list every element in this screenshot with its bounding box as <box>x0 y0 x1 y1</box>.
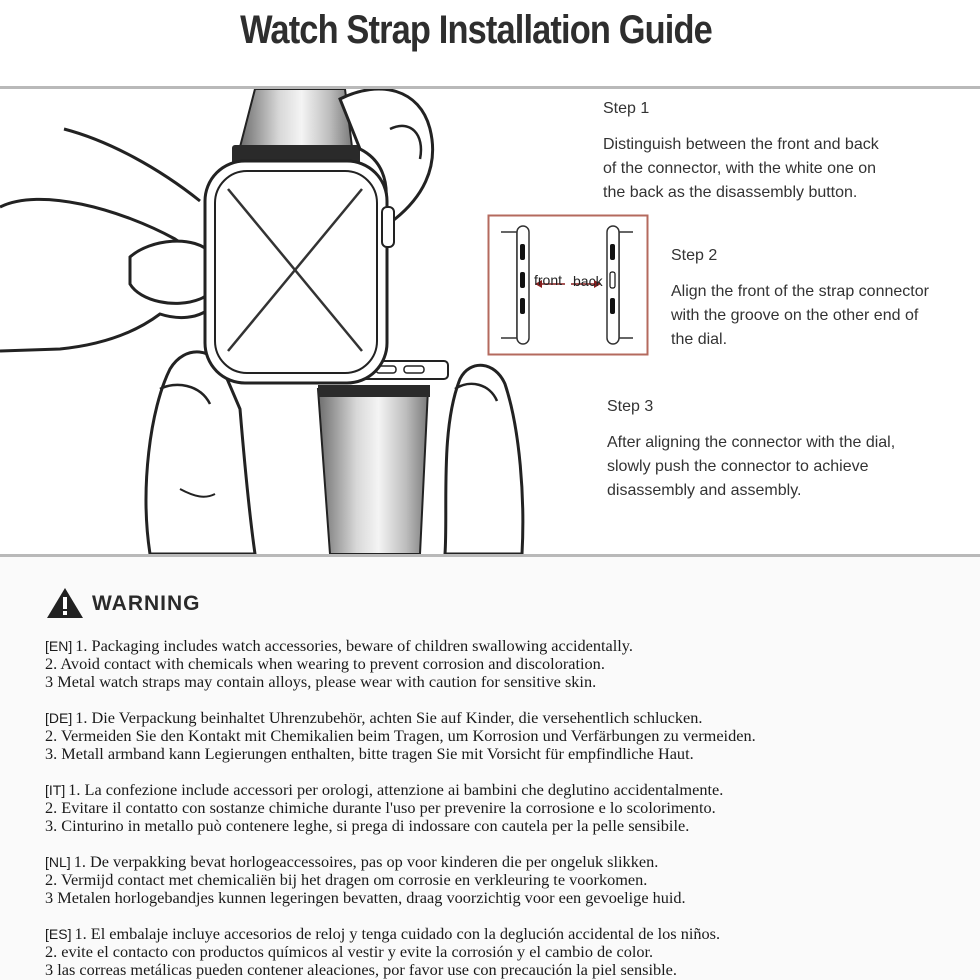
warning-line <box>45 853 686 871</box>
warning-block-it <box>45 781 723 835</box>
warning-text: 1. Die Verpackung beinhaltet Uhrenzubehör, achten Sie auf Kinder, die versehentlich schlucken. <box>75 708 703 727</box>
language-tag: [EN] <box>45 638 73 654</box>
warning-line: 2. Avoid contact with chemicals when wearing to prevent corrosion and discoloration. <box>45 654 605 673</box>
step-3-text <box>607 431 895 503</box>
warning-line: 3. Metall armband kann Legierungen enthalten, bitte tragen Sie mit Vorsicht für empfindliche Haut. <box>45 744 694 763</box>
step-2-line: the dial. <box>671 331 728 348</box>
warning-line: 3. Cinturino in metallo può contenere leghe, si prega di indossare con cautela per la pelle sensibile. <box>45 816 690 835</box>
step-1-line: the back as the disassembly button. <box>603 184 858 201</box>
front-label: front <box>534 272 563 288</box>
step-2-title: Step 2 <box>671 247 718 264</box>
step-3-line: disassembly and assembly. <box>607 482 802 499</box>
warning-line: 2. Evitare il contatto con sostanze chimiche durante l'uso per prevenire la corrosione e lo scolorimento. <box>45 798 716 817</box>
warning-line: 2. Vermijd contact met chemicaliën bij het dragen om corrosie en verkleuring te voorkomen. <box>45 870 648 889</box>
warning-section <box>0 557 980 980</box>
warning-label: WARNING <box>92 592 201 615</box>
connector-diagram <box>487 214 649 356</box>
warning-triangle-icon <box>46 586 84 620</box>
warning-line <box>45 637 633 655</box>
step-2-line: Align the front of the strap connector <box>671 283 929 300</box>
warning-text: 1. El embalaje incluye accesorios de reloj y tenga cuidado con la deglución accidental de los niños. <box>74 924 721 943</box>
warning-line: 2. Vermeiden Sie den Kontakt mit Chemikalien beim Tragen, um Korrosion und Verfärbungen zu vermeiden. <box>45 726 756 745</box>
language-tag: [ES] <box>45 926 72 942</box>
warning-line <box>45 781 723 799</box>
warning-line <box>45 709 756 727</box>
step-3-line: slowly push the connector to achieve <box>607 458 869 475</box>
warning-block-es <box>45 925 720 979</box>
step-1-line: of the connector, with the white one on <box>603 160 877 177</box>
step-3-title: Step 3 <box>607 398 654 415</box>
warning-block-en <box>45 637 633 691</box>
step-2-line: with the groove on the other end of <box>671 307 919 324</box>
warning-text: 1. Packaging includes watch accessories, beware of children swallowing accidentally. <box>75 636 633 655</box>
warning-text: 1. La confezione include accessori per orologi, attenzione ai bambini che deglutino accidentalmente. <box>68 780 724 799</box>
warning-line: 3 las correas metálicas pueden contener aleaciones, por favor use con precaución la piel sensible. <box>45 960 677 979</box>
warning-line <box>45 925 720 943</box>
step-2-text <box>671 280 929 352</box>
warning-block-de <box>45 709 756 763</box>
warning-line: 3 Metal watch straps may contain alloys, please wear with caution for sensitive skin. <box>45 672 597 691</box>
back-label: back <box>573 273 603 289</box>
warning-text: 1. De verpakking bevat horlogeaccessoires, pas op voor kinderen die per ongeluk slikken. <box>73 852 659 871</box>
step-3-line: After aligning the connector with the dial, <box>607 434 896 451</box>
language-tag: [IT] <box>45 782 66 798</box>
step-1-title: Step 1 <box>603 100 650 117</box>
step-1-text <box>603 133 879 205</box>
page-title: Watch Strap Installation Guide <box>240 8 712 52</box>
warning-line: 3 Metalen horlogebandjes kunnen legeringen bevatten, draag voorzichtig voor een gevoelige huid. <box>45 888 686 907</box>
warning-line: 2. evite el contacto con productos químicos al vestir y evite la corrosión y el cambio de color. <box>45 942 654 961</box>
language-tag: [DE] <box>45 710 73 726</box>
warning-block-nl <box>45 853 686 907</box>
title-band <box>0 0 980 86</box>
step-1-line: Distinguish between the front and back <box>603 136 879 153</box>
language-tag: [NL] <box>45 854 71 870</box>
